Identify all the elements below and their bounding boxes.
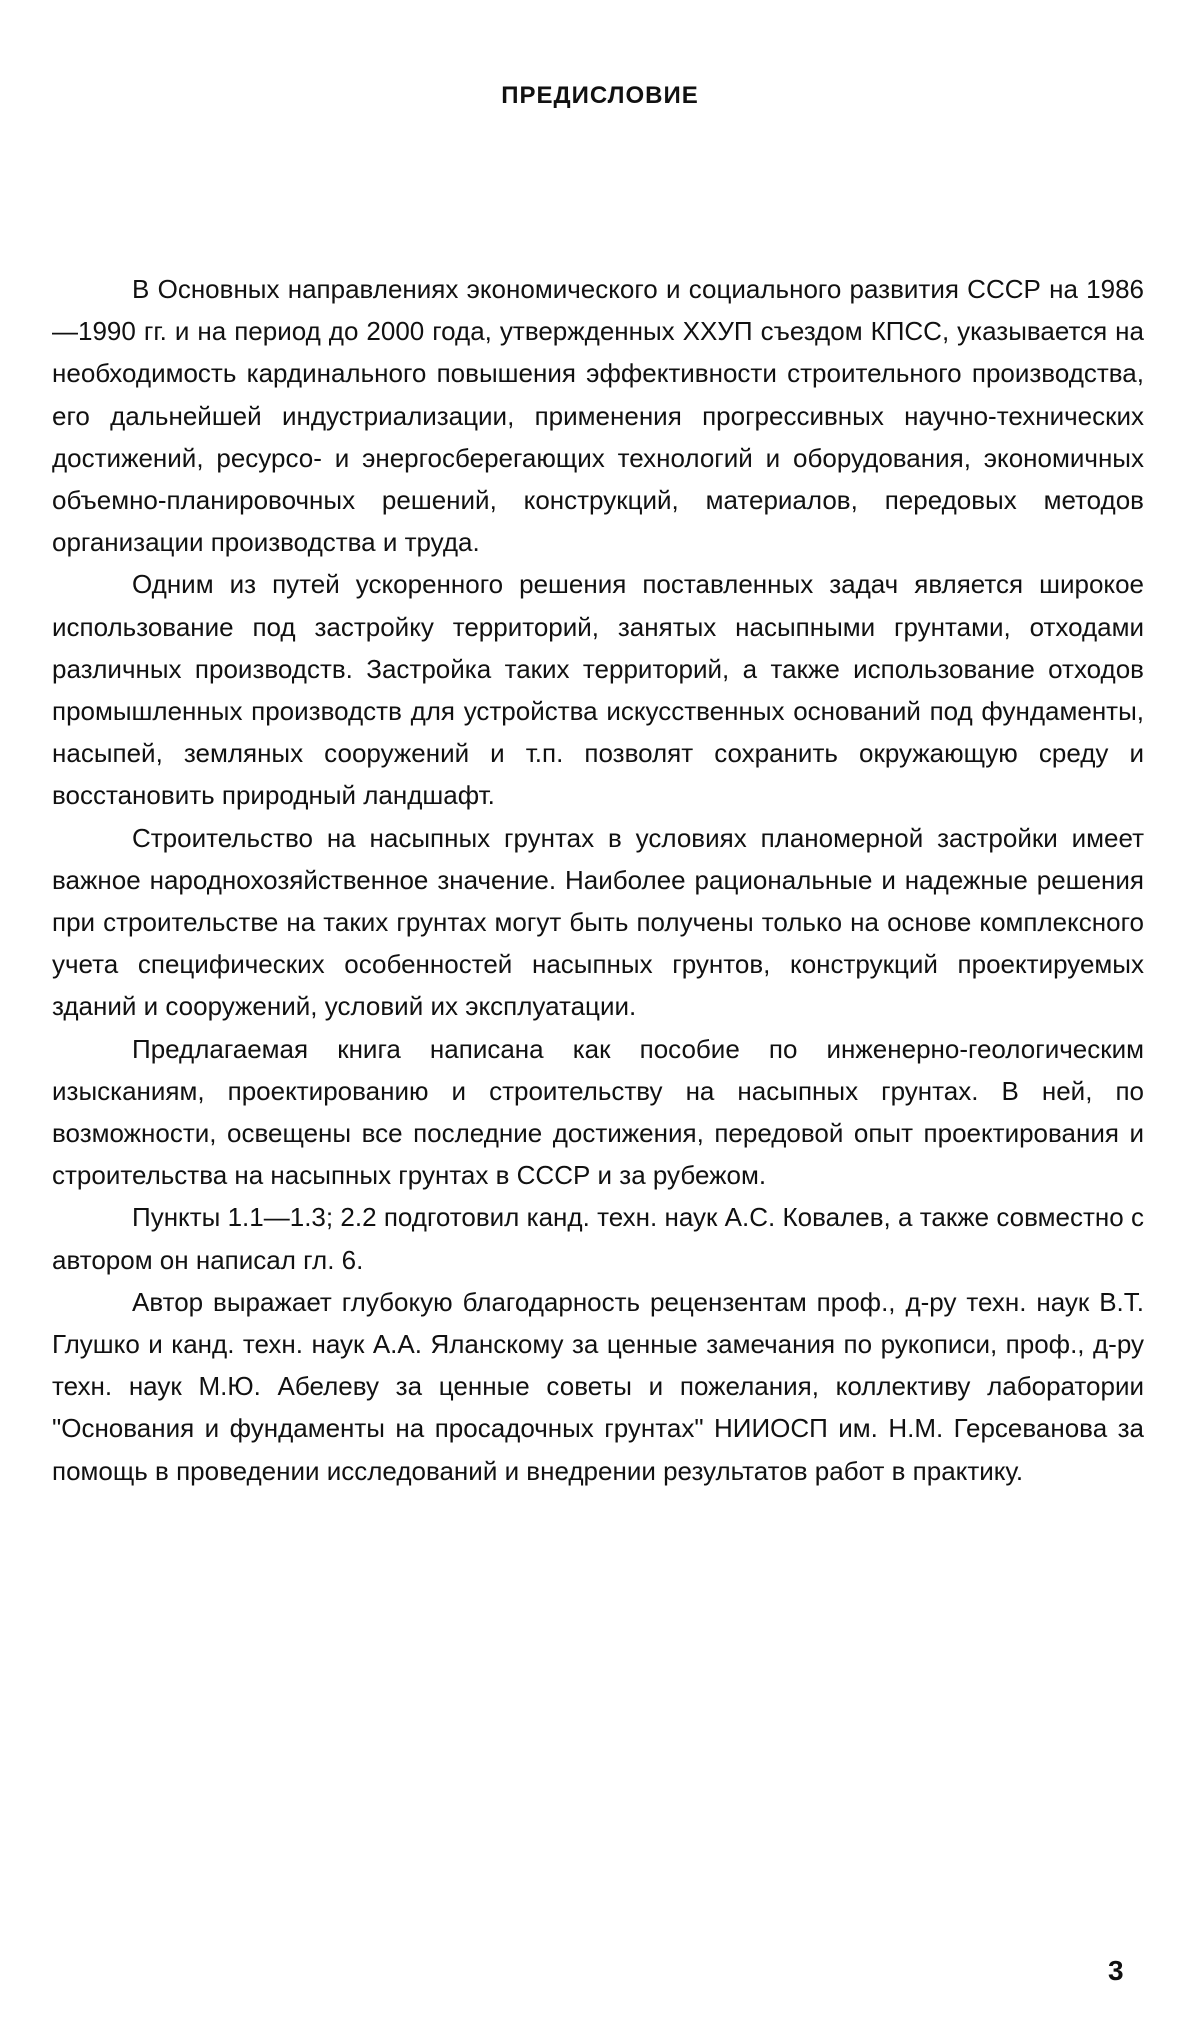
page-number: 3 bbox=[1108, 1955, 1124, 1986]
body-text bbox=[52, 268, 1144, 1492]
paragraph-2: Одним из путей ускоренного решения поставленных задач является широкое использование под застройку территорий, занятых насыпными грунтами, отходами различных производств. Застройка таких территорий, а также использование отходов промышленных производств для устройства искусственных оснований под фундаменты, насыпей, земляных сооружений и т.п. позволят сохранить окружающую среду и восстановить природный ландшафт. bbox=[52, 569, 1144, 811]
paragraph-1: В Основных направлениях экономического и социального развития СССР на 1986—1990 гг. и на период до 2000 года, утвержденных ХХУП съездом КПСС, указывается на необходимость кардинального повышения эффективности строительного производства, его дальнейшей индустриализации, применения прогрессивных научно-технических достижений, ресурсо- и энергосберегающих технологий и оборудования, экономичных объемно-планировочных решений, конструкций, материалов, передовых методов организации производства и труда. bbox=[52, 274, 1144, 558]
paragraph-3: Строительство на насыпных грунтах в условиях планомерной застройки имеет важное народнохозяйственное значение. Наиболее рациональные и надежные решения при строительстве на таких грунтах могут быть получены только на основе комплексного учета специфических особенностей насыпных грунтов, конструкций проектируемых зданий и сооружений, условий их эксплуатации. bbox=[52, 822, 1144, 1022]
paragraph-4: Предлагаемая книга написана как пособие по инженерно-геологическим изысканиям, проектированию и строительству на насыпных грунтах. В ней, по возможности, освещены все последние достижения, передовой опыт проектирования и строительства на насыпных грунтах в СССР и за рубежом. bbox=[52, 1033, 1144, 1191]
paragraph-5: Пункты 1.1—1.3; 2.2 подготовил канд. техн. наук А.С. Ковалев, а также совместно с автором он написал гл. 6. bbox=[52, 1202, 1144, 1275]
page-title: ПРЕДИСЛОВИЕ bbox=[501, 82, 699, 109]
paragraph-6: Автор выражает глубокую благодарность рецензентам проф., д-ру техн. наук В.Т. Глушко и канд. техн. наук А.А. Яланскому за ценные замечания по рукописи, проф., д-ру техн. наук М.Ю. Абелеву за ценные советы и пожелания, коллективу лаборатории "Основания и фундаменты на просадочных грунтах" НИИОСП им. Н.М. Герсеванова за помощь в проведении исследований и внедрении результатов работ в практику. bbox=[52, 1286, 1144, 1486]
